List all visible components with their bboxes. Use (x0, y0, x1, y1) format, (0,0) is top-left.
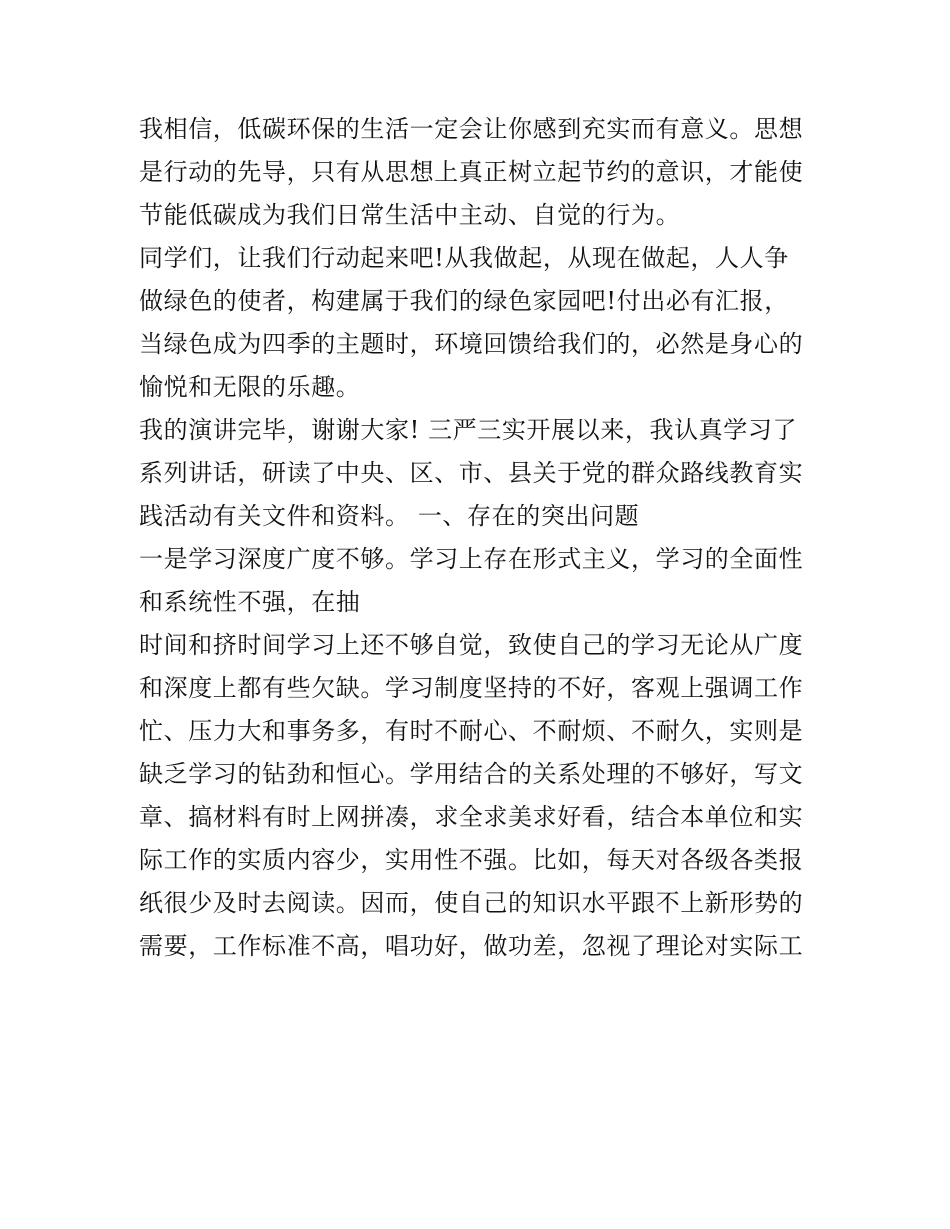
text-line: 是行动的先导，只有从思想上真正树立起节约的意识，才能使 (139, 158, 804, 186)
document-body (139, 108, 829, 968)
text-line: 纸很少及时去阅读。因而，使自己的知识水平跟不上新形势的 (139, 889, 804, 917)
text-line: 做绿色的使者，构建属于我们的绿色家园吧!付出必有汇报， (139, 287, 789, 315)
text-line: 践活动有关文件和资料。 一、存在的突出问题 (139, 502, 640, 530)
text-line: 节能低碳成为我们日常生活中主动、自觉的行为。 (139, 201, 681, 229)
text-line: 需要，工作标准不高，唱功好，做功差，忽视了理论对实际工 (139, 932, 804, 960)
text-line: 一是学习深度广度不够。学习上存在形式主义，学习的全面性 (139, 545, 804, 573)
text-line: 章、搞材料有时上网拼凑，求全求美求好看，结合本单位和实 (139, 803, 804, 831)
text-line: 愉悦和无限的乐趣。 (139, 373, 361, 401)
text-line: 时间和挤时间学习上还不够自觉，致使自己的学习无论从广度 (139, 631, 804, 659)
text-line: 同学们，让我们行动起来吧!从我做起，从现在做起，人人争 (139, 244, 789, 272)
text-line: 系列讲话，研读了中央、区、市、县关于党的群众路线教育实 (139, 459, 804, 487)
text-line: 际工作的实质内容少，实用性不强。比如，每天对各级各类报 (139, 846, 804, 874)
text-line: 当绿色成为四季的主题时，环境回馈给我们的，必然是身心的 (139, 330, 804, 358)
text-line: 和系统性不强，在抽 (139, 588, 361, 616)
text-line: 和深度上都有些欠缺。学习制度坚持的不好，客观上强调工作 (139, 674, 804, 702)
text-line: 忙、压力大和事务多，有时不耐心、不耐烦、不耐久，实则是 (139, 717, 804, 745)
text-line: 我相信，低碳环保的生活一定会让你感到充实而有意义。思想 (139, 115, 804, 143)
text-line: 我的演讲完毕，谢谢大家! 三严三实开展以来，我认真学习了 (139, 416, 798, 444)
text-line: 缺乏学习的钻劲和恒心。学用结合的关系处理的不够好，写文 (139, 760, 804, 788)
